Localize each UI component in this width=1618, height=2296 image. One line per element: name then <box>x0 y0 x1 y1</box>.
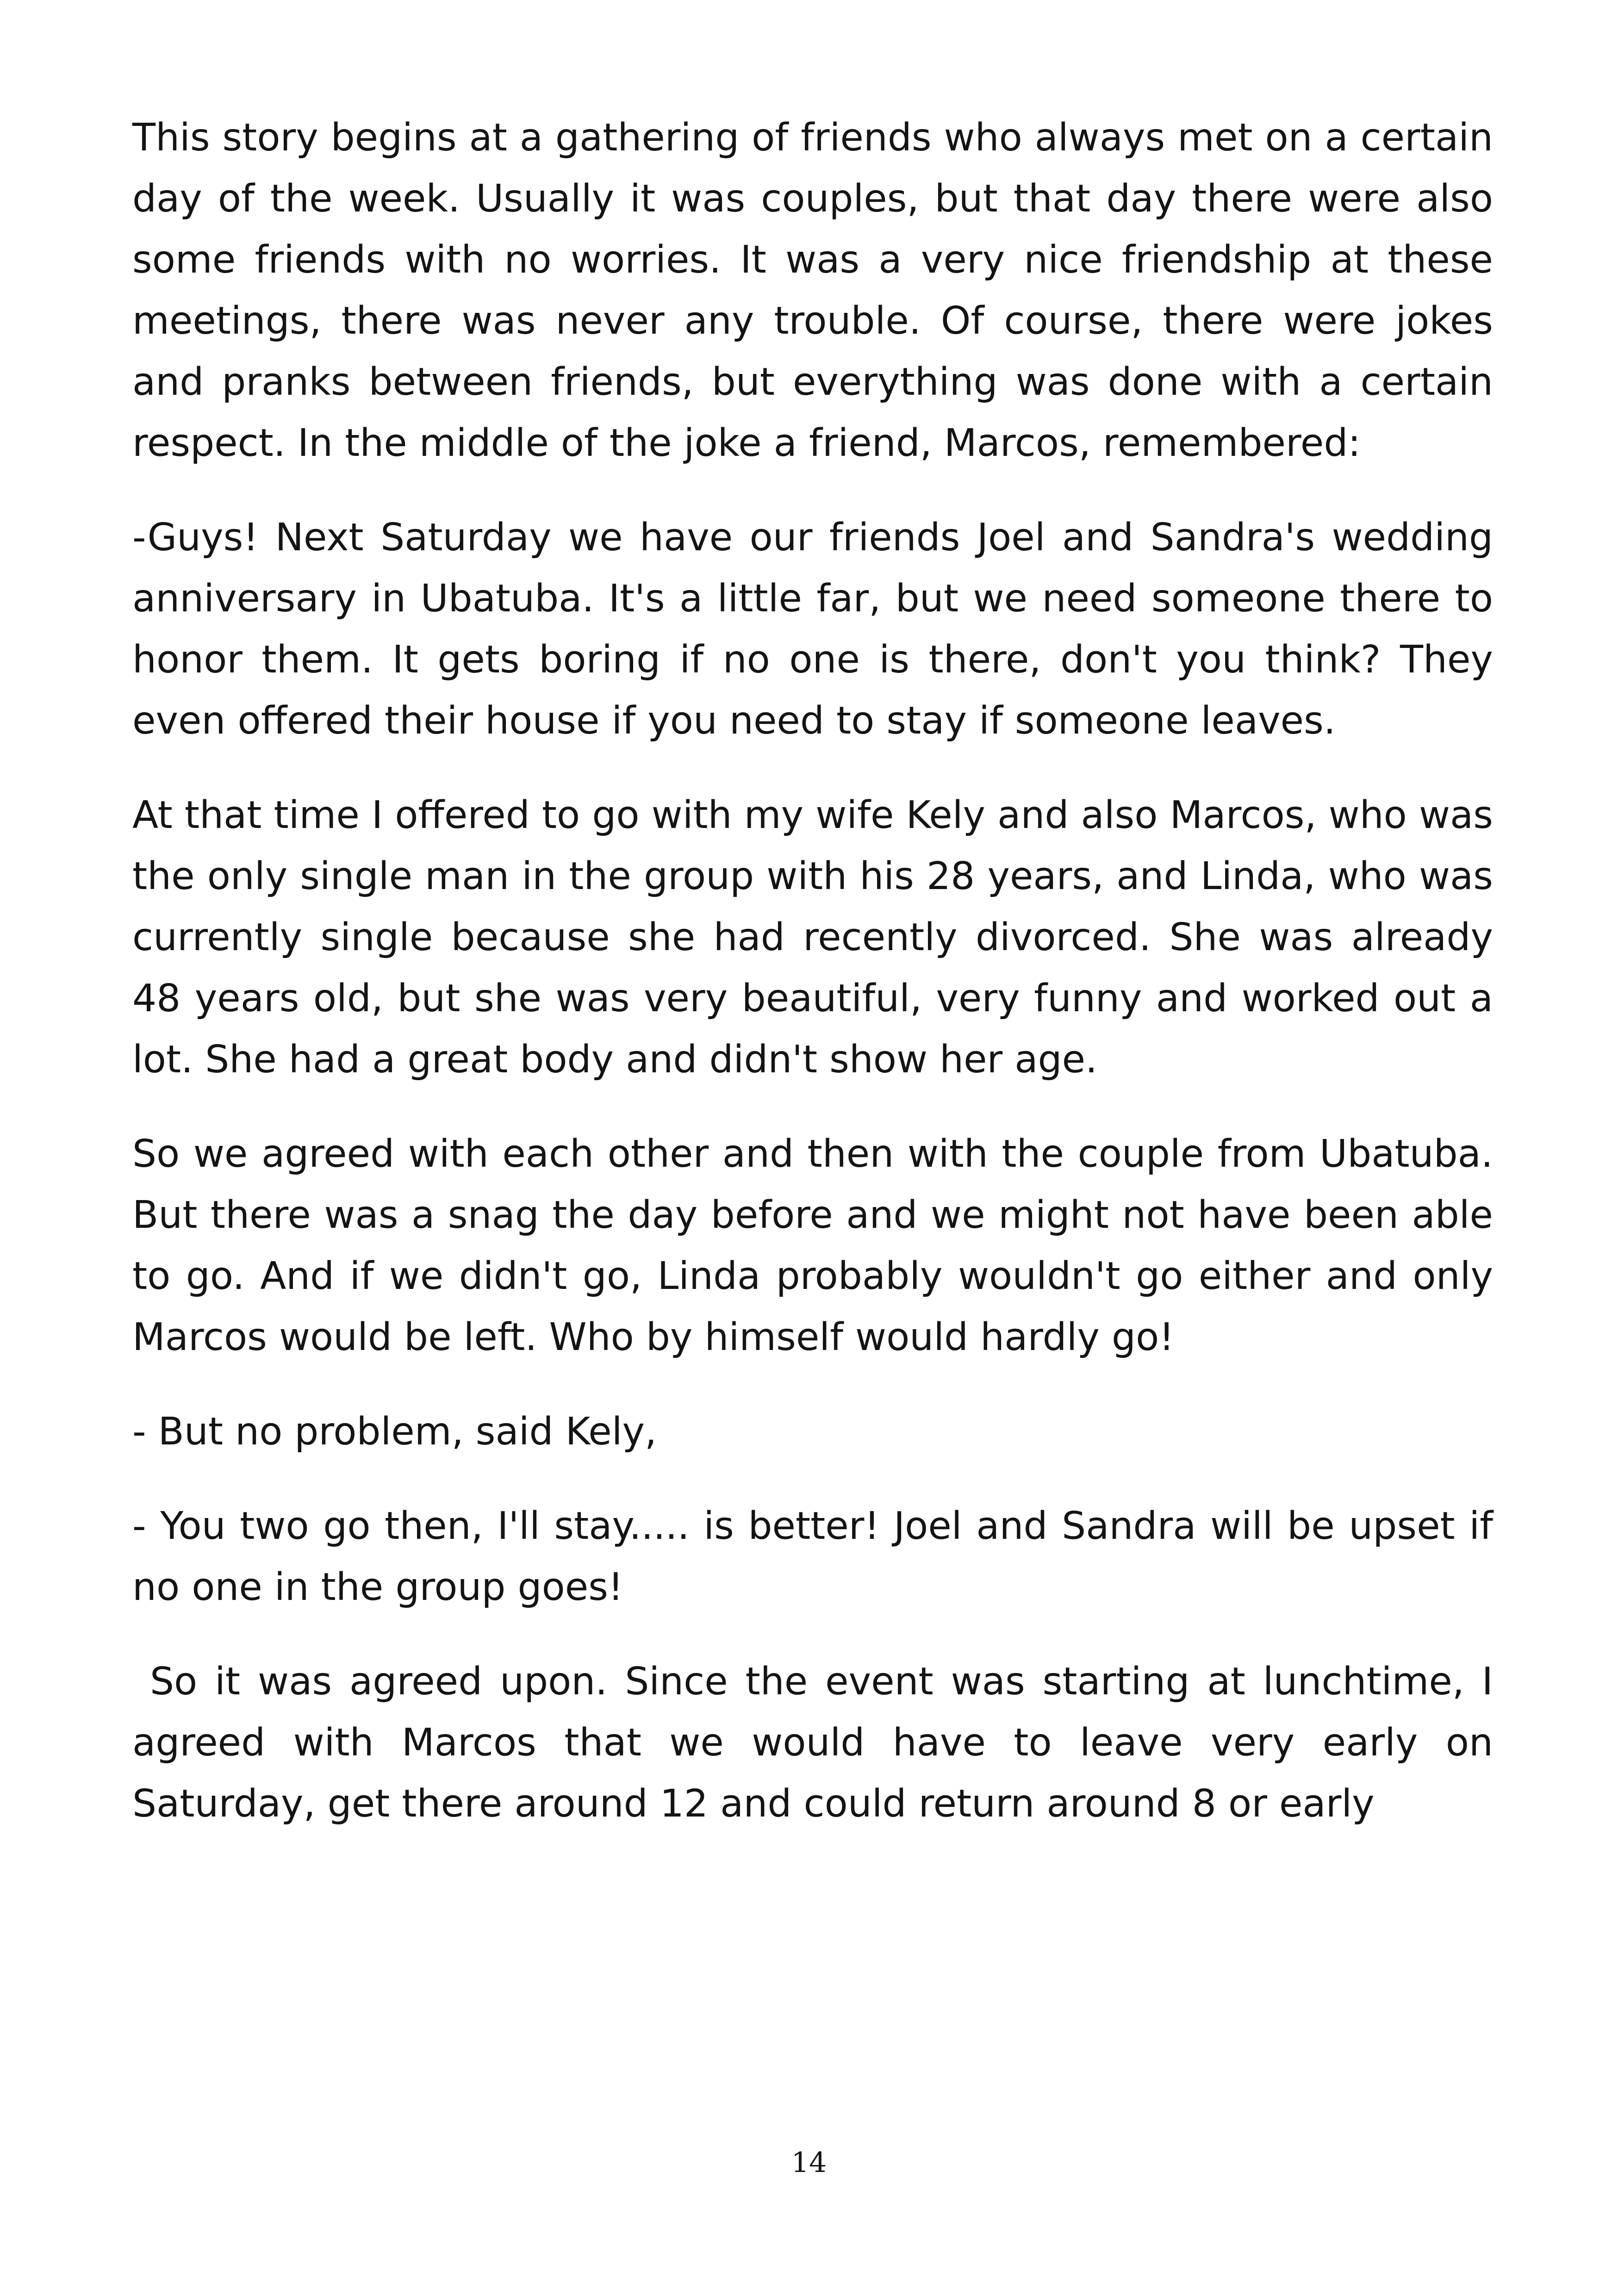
paragraph-agreement: So we agreed with each other and then with the couple from Ubatuba. But there was a snag the day before and we might not have been able to go. And if we didn't go, Linda probably wouldn't go either and only Marcos would be left. Who by himself would hardly go! <box>132 1132 1506 1359</box>
paragraph-volunteers: At that time I offered to go with my wife Kely and also Marcos, who was the only single man in the group with his 28 years, and Linda, who was currently single because she had recently divorced. She was already 48 years old, but she was very beautiful, very funny and worked out a lot. She had a great body and didn't show her age. <box>132 793 1506 1082</box>
paragraph-kely-line-2: - You two go then, I'll stay..... is better! Joel and Sandra will be upset if no one in the group goes! <box>132 1504 1506 1609</box>
paragraph-kely-line-1: - But no problem, said Kely, <box>132 1410 657 1454</box>
paragraph-gathering: This story begins at a gathering of friends who always met on a certain day of the week. Usually it was couples, but that day there were also some friends with no worries. It was a very nice friendship at these meetings, there was never any trouble. Of course, there were jokes and pranks between friends, but everything was done with a certain respect. In the middle of the joke a friend, Marcos, remembered: <box>132 116 1506 465</box>
page-number: 14 <box>791 2147 827 2179</box>
body-text <box>132 107 1506 1835</box>
paragraph-marcos-dialogue: -Guys! Next Saturday we have our friends Joel and Sandra's wedding anniversary in Ubatuba. It's a little far, but we need someone there to honor them. It gets boring if no one is there, don't you think? They even offered their house if you need to stay if someone leaves. <box>132 516 1506 743</box>
paragraph-plan: So it was agreed upon. Since the event was starting at lunchtime, I agreed with Marcos that we would have to leave very early on Saturday, get there around 12 and could return around 8 or early <box>132 1660 1506 1826</box>
